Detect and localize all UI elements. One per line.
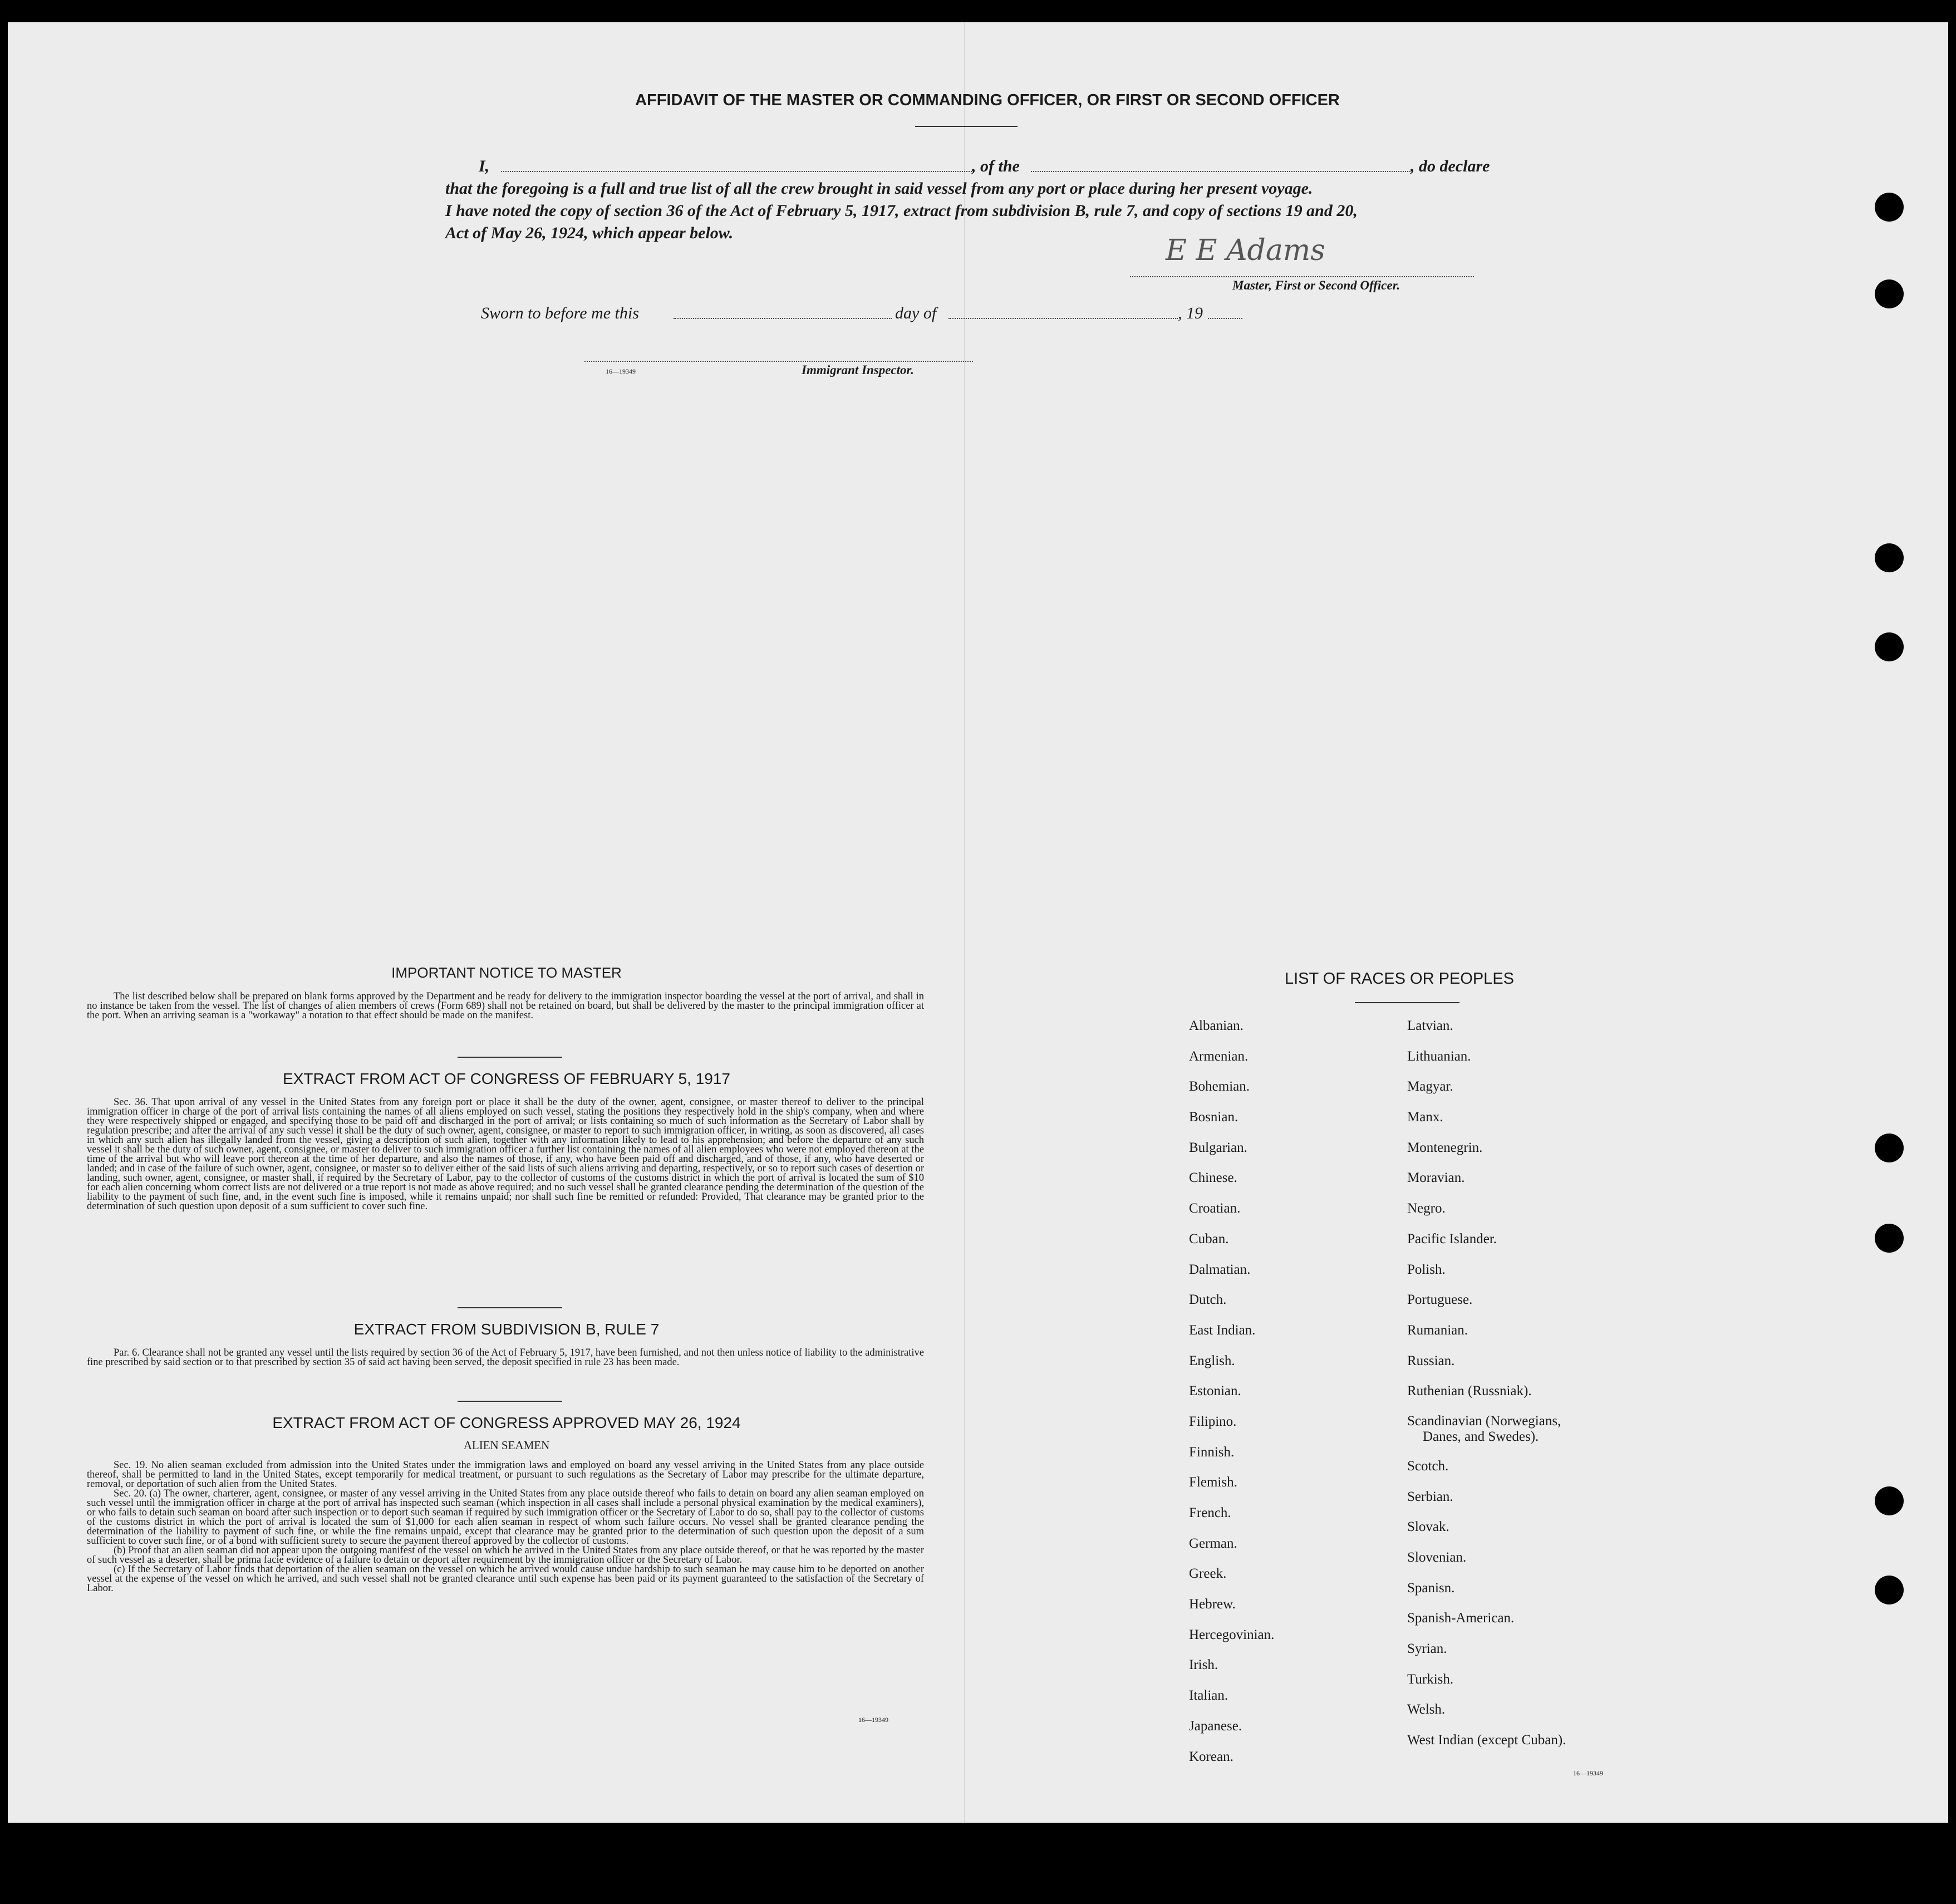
race-item: Latvian. (1407, 1018, 1453, 1033)
page-fold (964, 22, 965, 1823)
race-item: Syrian. (1407, 1641, 1447, 1657)
day-of-text: day of (895, 304, 937, 322)
sec-20c: (c) If the Secretary of Labor finds that deportation of the alien seaman on the vessel on which he arrived would cause undue hardship to such seaman he may cause him to be deported on another vessel at the expense of the vessel on which he arrived, and such vessel shall not be granted clearance until such expense has been paid or its payment guaranteed to the satisfaction of the Secretary of Labor. (87, 1564, 924, 1594)
alien-seamen-subtitle: ALIEN SEAMEN (463, 1439, 550, 1452)
divider (915, 126, 1018, 127)
punch-hole (1875, 543, 1904, 572)
punch-hole (1875, 193, 1904, 222)
extract-1917-title: EXTRACT FROM ACT OF CONGRESS OF FEBRUARY 5, 1917 (283, 1070, 730, 1087)
declaration-line-4: Act of May 26, 1924, which appear below. (445, 224, 734, 242)
race-item: Slovenian. (1407, 1550, 1467, 1565)
race-item: Pacific Islander. (1407, 1231, 1497, 1247)
day-blank[interactable] (674, 318, 892, 319)
race-item: German. (1189, 1535, 1237, 1551)
punch-hole (1875, 1133, 1904, 1162)
race-item: Montenegrin. (1407, 1140, 1483, 1155)
race-item: Korean. (1189, 1749, 1233, 1764)
race-item: Flemish. (1189, 1475, 1237, 1490)
divider (458, 1401, 562, 1402)
race-item: Russian. (1407, 1353, 1455, 1368)
race-item: Portuguese. (1407, 1292, 1473, 1308)
race-item: Rumanian. (1407, 1322, 1468, 1338)
race-item: Magyar. (1407, 1079, 1453, 1095)
notice-title: IMPORTANT NOTICE TO MASTER (391, 964, 622, 981)
race-item: Serbian. (1407, 1489, 1453, 1504)
declaration-do-declare: , do declare (1411, 157, 1490, 175)
race-item: Japanese. (1189, 1718, 1242, 1734)
signature-caption: Master, First or Second Officer. (1232, 278, 1400, 292)
race-item: Greek. (1189, 1566, 1227, 1582)
race-item: Lithuanian. (1407, 1048, 1471, 1064)
race-item: Polish. (1407, 1262, 1446, 1277)
race-item: Bulgarian. (1189, 1140, 1247, 1155)
race-item: Ruthenian (Russniak). (1407, 1383, 1532, 1399)
extract-1917-body: Sec. 36. That upon arrival of any vessel in the United States from any foreign port or place it shall be the duty of the owner, agent, consignee, or master thereof to deliver to the principal immigration officer in charge of the port of arrival lists containing the names of all aliens employed on such vessel, stating the positions they respectively hold in the ship's company, when and where they were respectively shipped or engaged, and specifying those to be paid off and discharged in the port of arrival; or lists containing so much of such information as the Secretary of Labor shall by regulation prescribe; and after the arrival of any such vessel it shall be the duty of such owner, agent, consignee, or master to report to such immigration officer, in writing, as soon as discovered, all cases in which any such alien has illegally landed from the vessel, giving a description of such alien, together with any information likely to lead to his apprehension; and before the departure of any such vessel it shall be the duty of such owner, agent, consignee, or master to deliver to such immigration officer a further list containing the names of all alien employees who were not employed thereon at the time of the arrival but who will leave port thereon at the time of her departure, and also the names of those, if any, who have been paid off and discharged, and of those, if any, who have deserted or landed; and in case of the failure of such owner, agent, consignee, or master so to deliver either of the said lists of such aliens arriving and departing, respectively, or so to report such cases of desertion or landing, such owner, agent, consignee, or master shall, if required by the Secretary of Labor, pay to the collector of customs of the customs district in which the port of arrival is located the sum of $10 for each alien concerning whom correct lists are not delivered or a true report is not made as above required; and no such vessel shall be granted clearance pending the determination of the question of the liability to the payment of such fine, and, in the event such fine is imposed, while it remains unpaid; nor shall such fine be remitted or refunded: Provided, That clearance may be granted prior to the determination of such question upon deposit of a sum sufficient to cover such fine. (87, 1097, 924, 1212)
race-item: Turkish. (1407, 1671, 1454, 1687)
declaration-line-2: that the foregoing is a full and true list of all the crew brought in said vessel from any port or place during her present voyage. (445, 179, 1313, 198)
race-item: Manx. (1407, 1110, 1443, 1125)
punch-hole (1875, 1224, 1904, 1253)
race-item: Welsh. (1407, 1702, 1446, 1717)
race-item: Scandinavian (Norwegians, (1407, 1413, 1561, 1429)
extract-1924-body (87, 1461, 924, 1593)
sec-20b: (b) Proof that an alien seaman did not appear upon the outgoing manifest of the vessel on which he arrived in the United States from any place outside thereof, or that he was reported by the master of such vessel as a deserter, shall be prima facie evidence of a failure to detain or deport after requirement by the immigration officer or the Secretary of Labor. (87, 1545, 924, 1566)
sworn-text: Sworn to before me this (481, 304, 639, 322)
race-item: Italian. (1189, 1688, 1228, 1704)
race-item: Scotch. (1407, 1458, 1449, 1474)
affidavit-title: AFFIDAVIT OF THE MASTER OR COMMANDING OFFICER, OR FIRST OR SECOND OFFICER (635, 91, 1340, 109)
declaration-line-3: I have noted the copy of section 36 of the Act of February 5, 1917, extract from subdivision B, rule 7, and copy of sections 19 and 20, (445, 202, 1358, 220)
race-item: Armenian. (1189, 1048, 1249, 1064)
race-item: Hercegovinian. (1189, 1627, 1275, 1642)
year-blank[interactable] (1208, 318, 1242, 319)
race-item: Croatian. (1189, 1201, 1241, 1216)
divider (1355, 1002, 1459, 1003)
form-number: 16—19349 (1573, 1769, 1603, 1777)
race-item: English. (1189, 1353, 1235, 1368)
race-item: East Indian. (1189, 1322, 1256, 1338)
race-item: West Indian (except Cuban). (1407, 1733, 1566, 1748)
divider (458, 1057, 562, 1058)
race-item: Dutch. (1189, 1292, 1227, 1308)
race-item: Slovak. (1407, 1519, 1449, 1535)
race-item: Negro. (1407, 1201, 1446, 1216)
race-item: Chinese. (1189, 1170, 1237, 1186)
race-item: Estonian. (1189, 1383, 1241, 1399)
rule-7-title: EXTRACT FROM SUBDIVISION B, RULE 7 (353, 1321, 660, 1338)
inspector-caption: Immigrant Inspector. (802, 363, 914, 377)
notice-body: The list described below shall be prepared on blank forms approved by the Department and be ready for delivery to the immigration inspector boarding the vessel at the port of arrival, and shall in no instance be taken from the vessel. The list of changes of alien members of crews (Form 689) shall not be retained on board, but shall be delivered by the master to the principal immigration officer at the port. When an arriving seaman is a "workaway" a notation to that effect should be made on the manifest. (87, 991, 924, 1021)
inspector-line (584, 361, 973, 362)
vessel-blank[interactable] (1031, 171, 1411, 172)
race-item: Bosnian. (1189, 1110, 1239, 1125)
rule-7-body: Par. 6. Clearance shall not be granted any vessel until the lists required by section 36 of the Act of February 5, 1917, have been furnished, and not then unless notice of liability to the administrative fine prescribed by said section or to that prescribed by section 35 of said act having been served, the deposit specified in rule 23 has been made. (87, 1347, 924, 1368)
punch-hole (1875, 1486, 1904, 1515)
race-item: Spanish-American. (1407, 1611, 1515, 1626)
declaration-i: I, (479, 157, 490, 175)
race-item: Moravian. (1407, 1170, 1465, 1186)
race-item: Irish. (1189, 1657, 1218, 1673)
race-item: Danes, and Swedes). (1423, 1429, 1539, 1444)
extract-1924-title: EXTRACT FROM ACT OF CONGRESS APPROVED MAY 26, 1924 (272, 1414, 741, 1431)
form-number: 16—19349 (858, 1716, 888, 1724)
races-right-column (1407, 1018, 1566, 1763)
races-left-column (1189, 1018, 1274, 1779)
race-item: Spanisn. (1407, 1580, 1455, 1596)
race-item: Finnish. (1189, 1444, 1235, 1460)
document-sheet (8, 22, 1948, 1823)
declaration-of-the: , of the (972, 157, 1020, 175)
sec-20a: Sec. 20. (a) The owner, charterer, agent, consignee, or master of any vessel arriving in the United States from any place outside thereof who fails to detain on board any alien seaman employed on such vessel until the immigration officer in charge at the port of arrival has inspected such seaman (which inspection in all cases shall include a personal physical examination by the medical examiners), or who fails to detain such seaman on board after such inspection or to deport such seaman if required by such immigration officer or the Secretary of Labor to do so, shall pay to the collector of customs of the customs district in which the port of arrival is located the sum of $1,000 for each alien seaman in respect of whom such failure occurs. No vessel shall be granted clearance pending the determination of the liability to payment of such fine, or while the fine remains unpaid, except that clearance may be granted prior to the determination of such question upon the deposit of a sum sufficient to cover such fine, or of a bond with sufficient surety to secure the payment thereof approved by the collector of customs. (87, 1488, 924, 1547)
punch-hole (1875, 632, 1904, 661)
signature: E E Adams (1166, 234, 1325, 267)
sec-19: Sec. 19. No alien seaman excluded from admission into the United States under the immigration laws and employed on board any vessel arriving in the United States from any place outside thereof, shall be permitted to land in the United States, except temporarily for medical treatment, or pursuant to such regulations as the Secretary of Labor may prescribe for the ultimate departure, removal, or deportation of such alien from the United States. (87, 1460, 924, 1490)
race-item: Dalmatian. (1189, 1262, 1251, 1277)
race-item: Hebrew. (1189, 1597, 1236, 1612)
punch-hole (1875, 279, 1904, 308)
signature-line (1130, 276, 1474, 277)
name-blank[interactable] (501, 171, 972, 172)
race-item: Cuban. (1189, 1231, 1229, 1247)
race-item: Albanian. (1189, 1018, 1244, 1033)
month-blank[interactable] (948, 318, 1178, 319)
form-number: 16—19349 (606, 367, 636, 375)
race-item: French. (1189, 1505, 1231, 1520)
punch-hole (1875, 1576, 1904, 1604)
races-title: LIST OF RACES OR PEOPLES (1284, 970, 1515, 988)
race-item: Filipino. (1189, 1414, 1237, 1429)
divider (458, 1307, 562, 1308)
race-item: Bohemian. (1189, 1079, 1250, 1095)
year-prefix: , 19 (1178, 304, 1203, 322)
